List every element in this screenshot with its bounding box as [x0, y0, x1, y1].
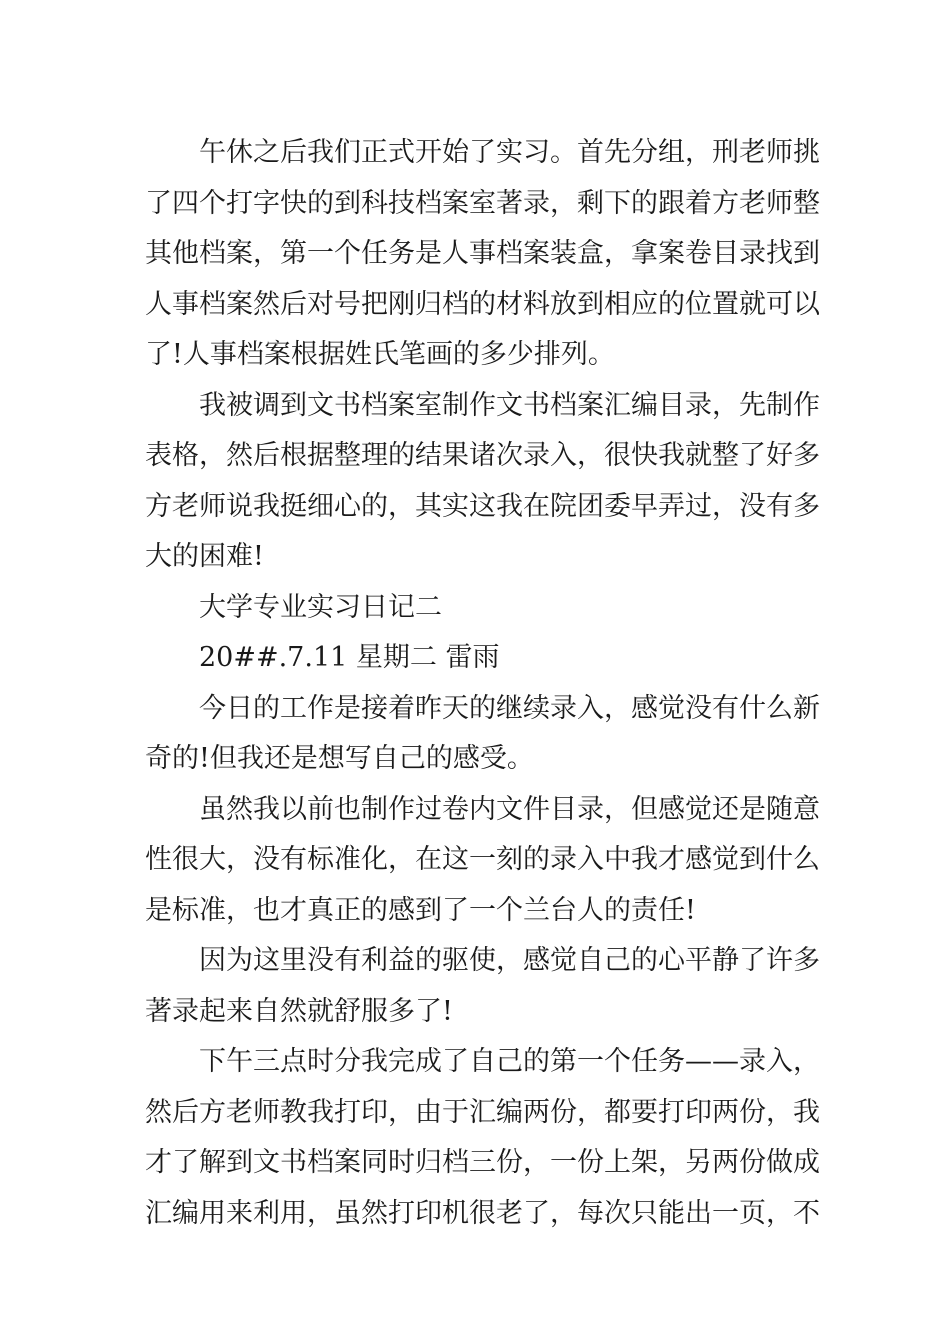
text-line: 汇编用来利用，虽然打印机很老了，每次只能出一页，不	[145, 1197, 820, 1229]
text-line: 了四个打字快的到科技档案室著录，剩下的跟着方老师整	[145, 187, 820, 219]
text-line: 下午三点时分我完成了自己的第一个任务——录入，	[199, 1046, 820, 1077]
text-line: 方老师说我挺细心的，其实这我在院团委早弄过，没有多	[145, 490, 820, 522]
text-line: 我被调到文书档案室制作文书档案汇编目录，先制作	[199, 389, 820, 421]
text-line: 是标准，也才真正的感到了一个兰台人的责任!	[145, 894, 696, 926]
text-line: 今日的工作是接着昨天的继续录入，感觉没有什么新	[199, 692, 820, 724]
date-weather-line: 20##.7.11 星期二 雷雨	[199, 642, 500, 673]
text-line: 然后方老师教我打印，由于汇编两份，都要打印两份，我	[145, 1096, 820, 1128]
text-line: 才了解到文书档案同时归档三份，一份上架，另两份做成	[145, 1147, 820, 1178]
text-line: 性很大，没有标准化，在这一刻的录入中我才感觉到什么	[145, 844, 820, 875]
text-line: 表格，然后根据整理的结果诸次录入，很快我就整了好多	[145, 440, 820, 471]
section-heading: 大学专业实习日记二	[199, 591, 442, 623]
text-line: 因为这里没有利益的驱使，感觉自己的心平静了许多	[199, 945, 820, 976]
document-body	[145, 128, 820, 1239]
text-line: 奇的!但我还是想写自己的感受。	[145, 743, 534, 774]
text-line: 其他档案，第一个任务是人事档案装盒，拿案卷目录找到	[145, 238, 820, 269]
text-line: 虽然我以前也制作过卷内文件目录，但感觉还是随意	[199, 793, 820, 825]
text-line: 午休之后我们正式开始了实习。首先分组，刑老师挑	[199, 137, 820, 168]
text-line: 著录起来自然就舒服多了!	[145, 995, 453, 1027]
text-line: 了!人事档案根据姓氏笔画的多少排列。	[145, 339, 615, 370]
text-line: 大的困难!	[145, 541, 264, 572]
text-line: 人事档案然后对号把刚归档的材料放到相应的位置就可以	[145, 288, 820, 320]
